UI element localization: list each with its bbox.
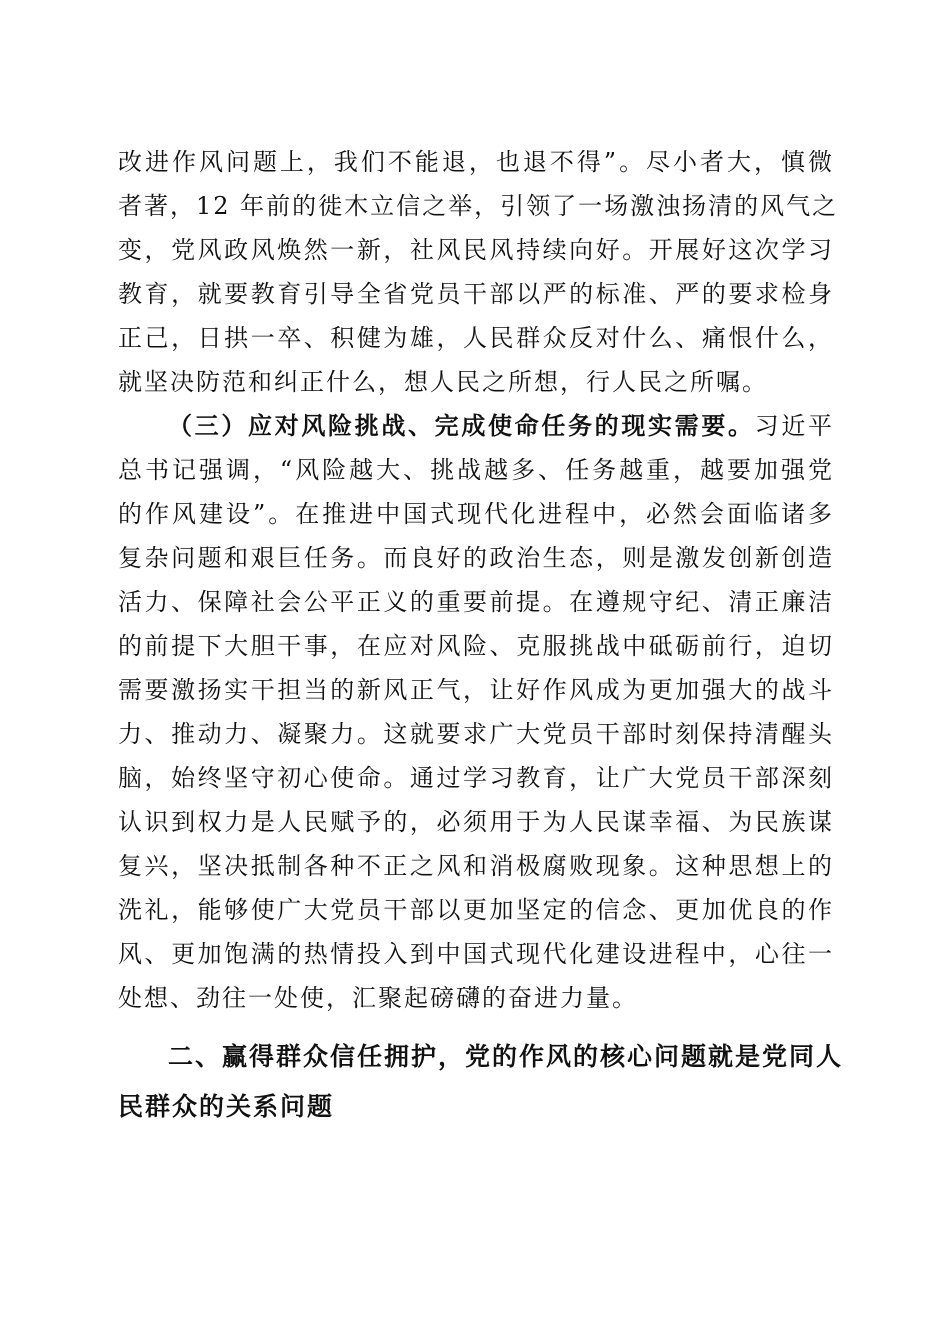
paragraph-line: 复兴，坚决抵制各种不正之风和消极腐败现象。这种思想上的 <box>118 852 834 880</box>
paragraph-line: 改进作风问题上，我们不能退，也退不得”。尽小者大，慎微 <box>118 148 834 176</box>
paragraph-line: 正己，日拱一卒、积健为雄，人民群众反对什么、痛恨什么， <box>118 324 834 352</box>
paragraph-line: 需要激扬实干担当的新风正气，让好作风成为更加强大的战斗 <box>118 676 834 704</box>
paragraph-2 <box>118 404 834 1020</box>
paragraph-line: 洗礼，能够使广大党员干部以更加坚定的信念、更加优良的作 <box>118 896 834 924</box>
section-heading <box>118 1032 844 1132</box>
paragraph-line: 教育，就要教育引导全省党员干部以严的标准、严的要求检身 <box>118 280 834 308</box>
paragraph-line: 活力、保障社会公平正义的重要前提。在遵规守纪、清正廉洁 <box>118 588 834 616</box>
heading-line: 民群众的关系问题 <box>118 1092 335 1121</box>
paragraph-line: 者著，12 年前的徙木立信之举，引领了一场激浊扬清的风气之 <box>118 192 839 220</box>
paragraph-line: 变，党风政风焕然一新，社风民风持续向好。开展好这次学习 <box>118 236 834 264</box>
paragraph-line: 的前提下大胆干事，在应对风险、克服挑战中砥砺前行，迫切 <box>118 632 834 660</box>
paragraph-line: 处想、劲往一处使，汇聚起磅礴的奋进力量。 <box>118 984 638 1012</box>
heading-line: 二、赢得群众信任拥护，党的作风的核心问题就是党同人 <box>168 1042 844 1071</box>
paragraph-line: 复杂问题和艰巨任务。而良好的政治生态，则是激发创新创造 <box>118 544 834 572</box>
paragraph-line: 就坚决防范和纠正什么，想人民之所想，行人民之所嘱。 <box>118 368 768 396</box>
paragraph-line: 脑，始终坚守初心使命。通过学习教育，让广大党员干部深刻 <box>118 764 834 792</box>
paragraph-line: 的作风建设”。在推进中国式现代化进程中，必然会面临诸多 <box>118 500 834 528</box>
paragraph-first-line <box>118 404 834 448</box>
paragraph-line: 总书记强调，“风险越大、挑战越多、任务越重，越要加强党 <box>118 456 834 484</box>
paragraph-line: 认识到权力是人民赋予的，必须用于为人民谋幸福、为民族谋 <box>118 808 834 836</box>
paragraph-line: 力、推动力、凝聚力。这就要求广大党员干部时刻保持清醒头 <box>118 720 834 748</box>
paragraph-text: 习近平 <box>754 412 835 440</box>
section-subheading: （三）应对风险挑战、完成使命任务的现实需要。 <box>168 411 755 440</box>
paragraph-1 <box>118 140 839 404</box>
paragraph-line: 风、更加饱满的热情投入到中国式现代化建设进程中，心往一 <box>118 940 834 968</box>
